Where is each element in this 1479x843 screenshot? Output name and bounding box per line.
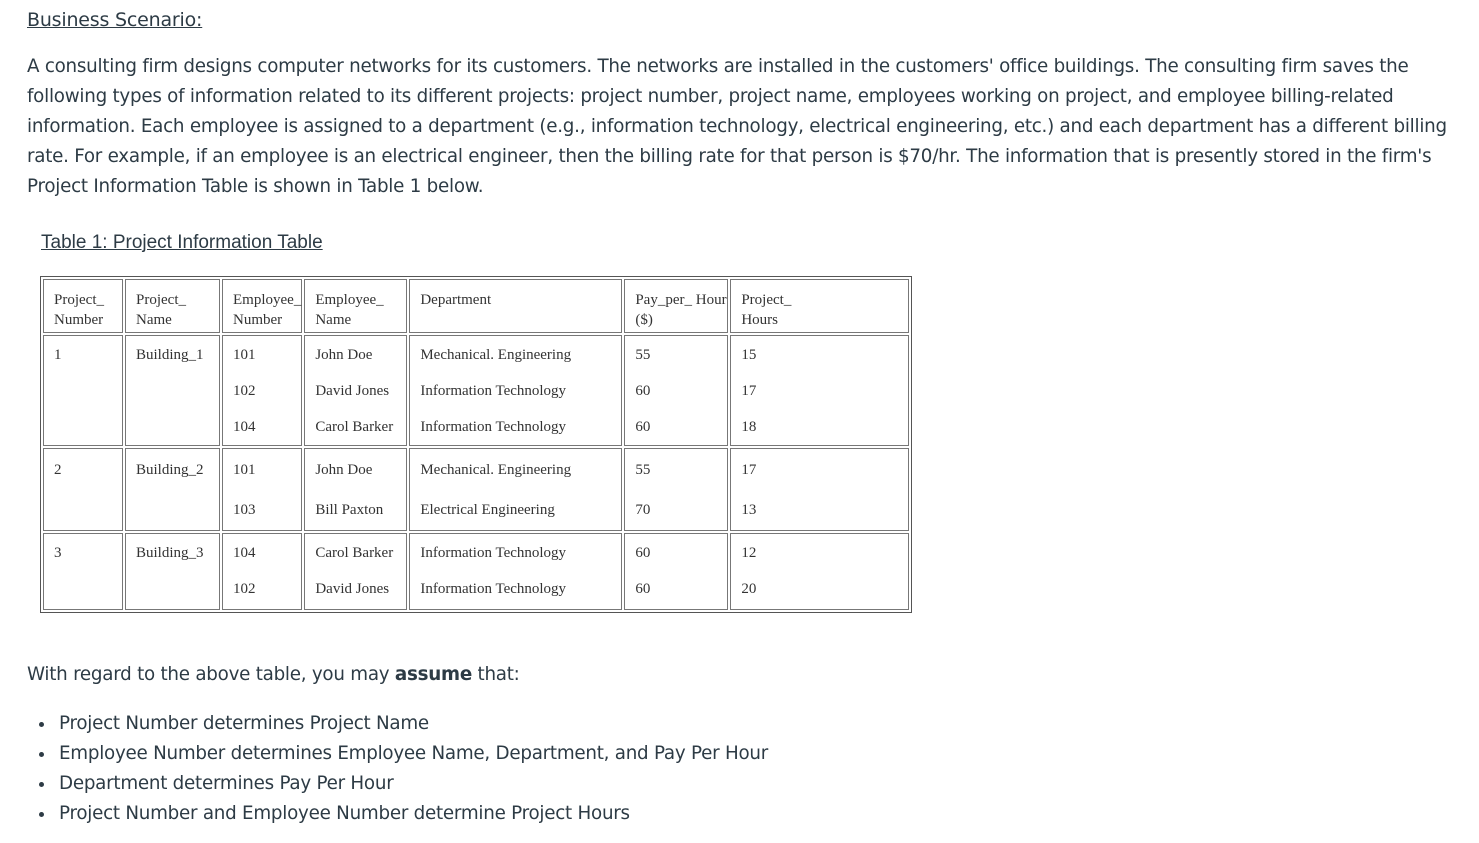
cell-project-hours: 12 20 bbox=[730, 533, 909, 610]
cell-project-number: 3 bbox=[43, 533, 123, 610]
cell-departments: Mechanical. Engineering Information Technology Information Technology bbox=[409, 335, 622, 446]
cell-pay-per-hour: 55 70 bbox=[624, 448, 728, 531]
page-heading: Business Scenario: bbox=[27, 9, 203, 31]
assumption-list bbox=[27, 709, 768, 829]
list-item: Department determines Pay Per Hour bbox=[27, 769, 768, 799]
list-item: Project Number determines Project Name bbox=[27, 709, 768, 739]
cell-pay-per-hour: 55 60 60 bbox=[624, 335, 728, 446]
cell-project-number: 1 bbox=[43, 335, 123, 446]
cell-employee-names: Carol Barker David Jones bbox=[304, 533, 407, 610]
header-department: Department bbox=[409, 279, 622, 333]
cell-employee-names: John Doe David Jones Carol Barker bbox=[304, 335, 407, 446]
project-information-table bbox=[40, 276, 912, 613]
table-row bbox=[43, 335, 909, 446]
cell-employee-numbers: 101 103 bbox=[222, 448, 302, 531]
header-project-number: Project_ Number bbox=[43, 279, 123, 333]
table-header-row bbox=[43, 279, 909, 333]
cell-departments: Mechanical. Engineering Electrical Engineering bbox=[409, 448, 622, 531]
header-project-hours: Project_ Hours bbox=[730, 279, 909, 333]
header-project-name: Project_ Name bbox=[125, 279, 220, 333]
assume-bold-word: assume bbox=[394, 664, 472, 685]
cell-project-hours: 17 13 bbox=[730, 448, 909, 531]
cell-project-number: 2 bbox=[43, 448, 123, 531]
header-employee-number: Employee_ Number bbox=[222, 279, 302, 333]
table-caption: Table 1: Project Information Table bbox=[41, 232, 323, 253]
cell-project-name: Building_1 bbox=[125, 335, 220, 446]
header-employee-name: Employee_ Name bbox=[304, 279, 407, 333]
header-pay-per-hour: Pay_per_ Hour ($) bbox=[624, 279, 728, 333]
cell-project-name: Building_3 bbox=[125, 533, 220, 610]
cell-employee-names: John Doe Bill Paxton bbox=[304, 448, 407, 531]
list-item: Project Number and Employee Number determine Project Hours bbox=[27, 799, 768, 829]
cell-project-hours: 15 17 18 bbox=[730, 335, 909, 446]
cell-departments: Information Technology Information Technology bbox=[409, 533, 622, 610]
cell-employee-numbers: 104 102 bbox=[222, 533, 302, 610]
assumption-intro: With regard to the above table, you may assume that: bbox=[27, 664, 520, 685]
list-item: Employee Number determines Employee Name, Department, and Pay Per Hour bbox=[27, 739, 768, 769]
cell-employee-numbers: 101 102 104 bbox=[222, 335, 302, 446]
intro-paragraph: A consulting firm designs computer networks for its customers. The networks are installed in the customers' office buildings. The consulting firm saves the following types of information related to its different projects: project number, project name, employees working on project, and employee billing-related information. Each employee is assigned to a department (e.g., information technology, electrical engineering, etc.) and each department has a different billing rate. For example, if an employee is an electrical engineer, then the billing rate for that person is $70/hr. The information that is presently stored in the firm's Project Information Table is shown in Table 1 below. bbox=[27, 56, 1447, 197]
table-row bbox=[43, 448, 909, 531]
cell-project-name: Building_2 bbox=[125, 448, 220, 531]
cell-pay-per-hour: 60 60 bbox=[624, 533, 728, 610]
table-row bbox=[43, 533, 909, 610]
